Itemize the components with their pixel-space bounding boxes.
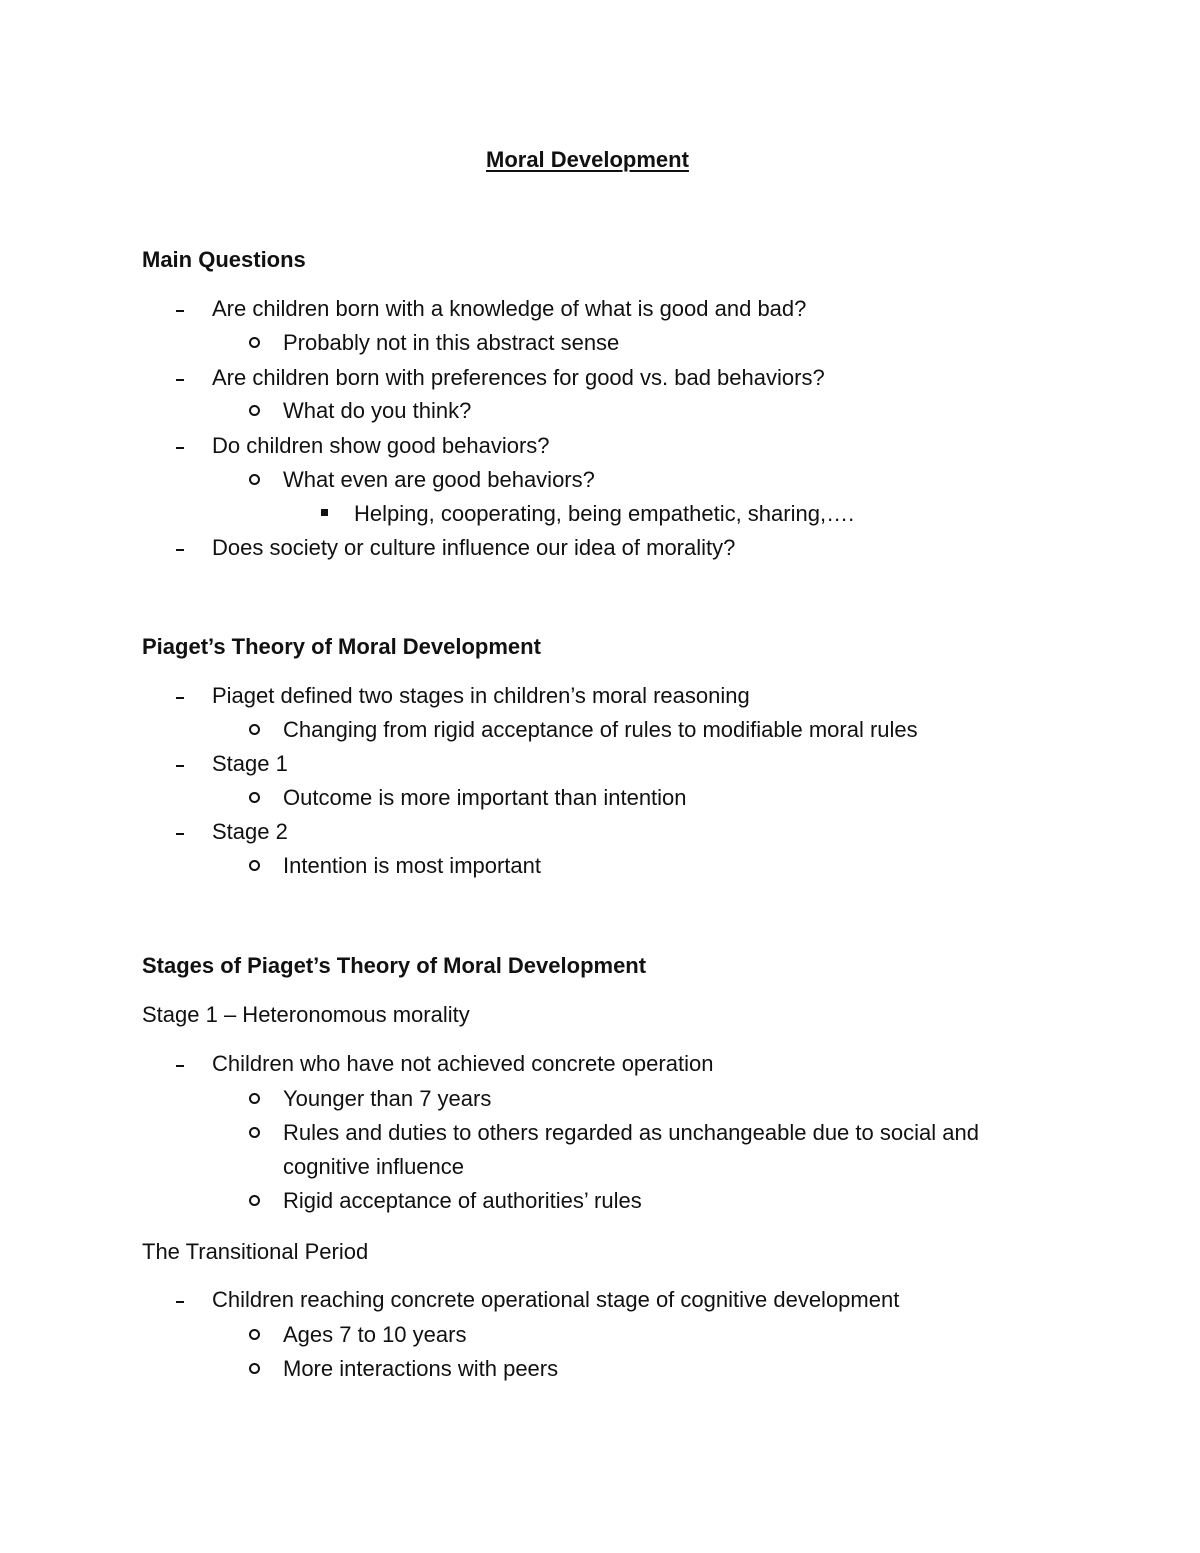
list-item: Rules and duties to others regarded as unchangeable due to social and — [283, 1120, 979, 1145]
circle-bullet — [249, 474, 260, 485]
list-item-continuation: cognitive influence — [283, 1154, 465, 1179]
dash-bullet — [176, 310, 184, 312]
circle-bullet — [249, 792, 260, 803]
list-item: Changing from rigid acceptance of rules to modifiable moral rules — [283, 717, 918, 742]
subheading-transitional-period: The Transitional Period — [142, 1239, 369, 1264]
circle-bullet — [249, 1329, 260, 1340]
section-heading-piaget-theory: Piaget’s Theory of Moral Development — [142, 634, 541, 659]
list-item: Do children show good behaviors? — [212, 433, 550, 458]
dash-bullet — [176, 379, 184, 381]
list-item: Ages 7 to 10 years — [283, 1322, 467, 1347]
list-item: Children who have not achieved concrete operation — [212, 1051, 714, 1076]
list-item: What do you think? — [283, 398, 472, 423]
dash-bullet — [176, 1301, 184, 1303]
circle-bullet — [249, 1195, 260, 1206]
list-item: Helping, cooperating, being empathetic, sharing,…. — [354, 501, 855, 526]
dash-bullet — [176, 1065, 184, 1067]
circle-bullet — [249, 1093, 260, 1104]
list-item: More interactions with peers — [283, 1356, 559, 1381]
section-heading-stages: Stages of Piaget’s Theory of Moral Development — [142, 953, 647, 978]
circle-bullet — [249, 405, 260, 416]
list-item: Are children born with preferences for good vs. bad behaviors? — [212, 365, 825, 390]
list-item: Children reaching concrete operational stage of cognitive development — [212, 1287, 900, 1312]
list-item: Younger than 7 years — [283, 1086, 492, 1111]
circle-bullet — [249, 1363, 260, 1374]
circle-bullet — [249, 860, 260, 871]
square-bullet — [321, 509, 328, 516]
list-item: Outcome is more important than intention — [283, 785, 687, 810]
list-item: Probably not in this abstract sense — [283, 330, 620, 355]
list-item: Are children born with a knowledge of what is good and bad? — [212, 296, 807, 321]
list-item: Stage 2 — [212, 819, 288, 844]
subheading-stage-1: Stage 1 – Heteronomous morality — [142, 1002, 470, 1027]
page-title: Moral Development — [486, 147, 689, 172]
list-item: Stage 1 — [212, 751, 288, 776]
dash-bullet — [176, 765, 184, 767]
dash-bullet — [176, 549, 184, 551]
list-item: What even are good behaviors? — [283, 467, 595, 492]
list-item: Does society or culture influence our idea of morality? — [212, 535, 736, 560]
dash-bullet — [176, 697, 184, 699]
circle-bullet — [249, 337, 260, 348]
dash-bullet — [176, 447, 184, 449]
list-item: Piaget defined two stages in children’s moral reasoning — [212, 683, 750, 708]
list-item: Rigid acceptance of authorities’ rules — [283, 1188, 642, 1213]
dash-bullet — [176, 833, 184, 835]
section-heading-main-questions: Main Questions — [142, 247, 306, 272]
circle-bullet — [249, 724, 260, 735]
circle-bullet — [249, 1127, 260, 1138]
list-item: Intention is most important — [283, 853, 542, 878]
